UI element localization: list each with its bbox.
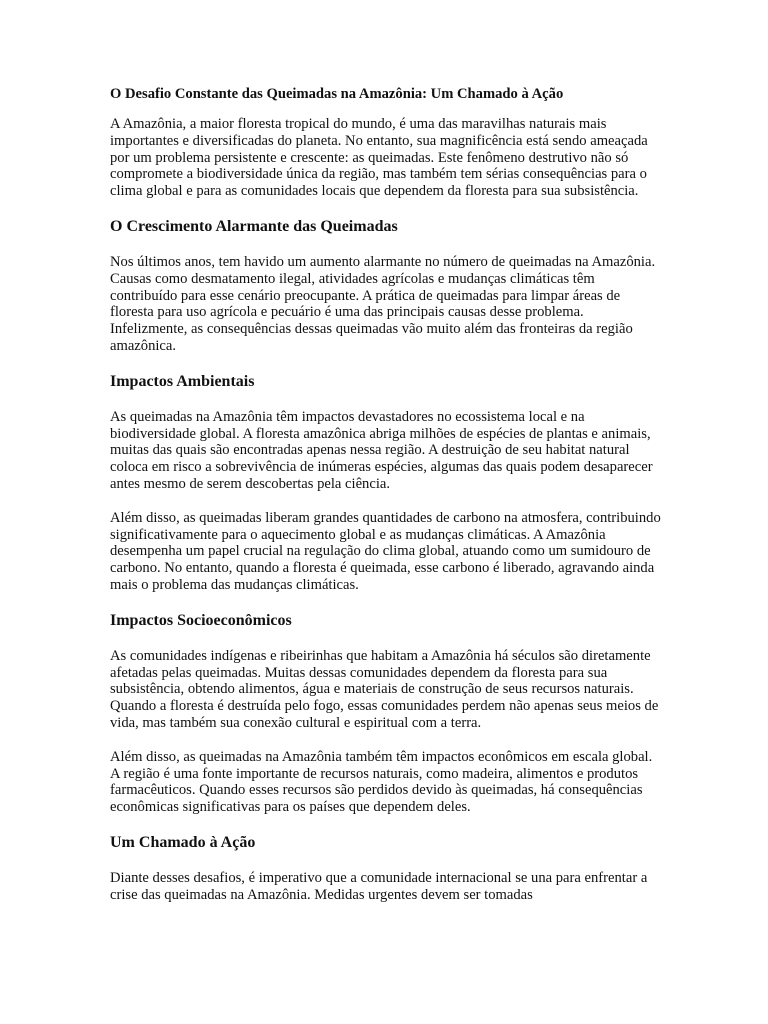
section-heading-crescimento: O Crescimento Alarmante das Queimadas — [110, 217, 398, 235]
section-heading-impactos-socioeconomicos: Impactos Socioeconômicos — [110, 611, 292, 629]
intro-paragraph: A Amazônia, a maior floresta tropical do mundo, é uma das maravilhas naturais mais importantes e diversificadas do planeta. No entanto, sua magnificência está sendo ameaçada por um problema persistente e crescente: as queimadas. Este fenômeno destrutivo não só compromete a biodiversidade única da região, mas também tem sérias consequências para o clima global e para as comunidades locais que dependem da floresta para sua subsistência. — [110, 116, 648, 200]
section-paragraph: Nos últimos anos, tem havido um aumento alarmante no número de queimadas na Amazônia. Causas como desmatamento ilegal, atividades agrícolas e mudanças climáticas têm contribuído para esse cenário preocupante. A prática de queimadas para limpar áreas de floresta para uso agrícola e pecuário é uma das principais causas desse problema. Infelizmente, as consequências dessas queimadas vão muito além das fronteiras da região amazônica. — [110, 253, 656, 354]
section-paragraph: Além disso, as queimadas na Amazônia também têm impactos econômicos em escala global. A região é uma fonte importante de recursos naturais, como madeira, alimentos e produtos farmacêuticos. Quando esses recursos são perdidos devido às queimadas, há consequências econômicas significativas para os países que dependem deles. — [110, 748, 653, 816]
document-page — [110, 85, 662, 904]
section-paragraph: Além disso, as queimadas liberam grandes quantidades de carbono na atmosfera, contribuindo significativamente para o aquecimento global e as mudanças climáticas. A Amazônia desempenha um papel crucial na regulação do clima global, atuando como um sumidouro de carbono. No entanto, quando a floresta é queimada, esse carbono é liberado, agravando ainda mais o problema das mudanças climáticas. — [110, 509, 661, 593]
section-heading-chamado-acao: Um Chamado à Ação — [110, 833, 256, 851]
section-paragraph: As comunidades indígenas e ribeirinhas que habitam a Amazônia há séculos são diretamente afetadas pelas queimadas. Muitas dessas comunidades dependem da floresta para sua subsistência, obtendo alimentos, água e materiais de construção de seus recursos naturais. Quando a floresta é destruída pelo fogo, essas comunidades perdem não apenas seus meios de vida, mas também sua conexão cultural e espiritual com a terra. — [110, 647, 659, 731]
document-title: O Desafio Constante das Queimadas na Amazônia: Um Chamado à Ação — [110, 86, 564, 102]
section-paragraph: As queimadas na Amazônia têm impactos devastadores no ecossistema local e na biodiversidade global. A floresta amazônica abriga milhões de espécies de plantas e animais, muitas das quais são encontradas apenas nessa região. A destruição de seu habitat natural coloca em risco a sobrevivência de inúmeras espécies, algumas das quais podem desaparecer antes mesmo de serem descobertas pela ciência. — [110, 408, 653, 492]
section-heading-impactos-ambientais: Impactos Ambientais — [110, 372, 255, 390]
section-paragraph: Diante desses desafios, é imperativo que a comunidade internacional se una para enfrentar a crise das queimadas na Amazônia. Medidas urgentes devem ser tomadas — [110, 869, 648, 903]
